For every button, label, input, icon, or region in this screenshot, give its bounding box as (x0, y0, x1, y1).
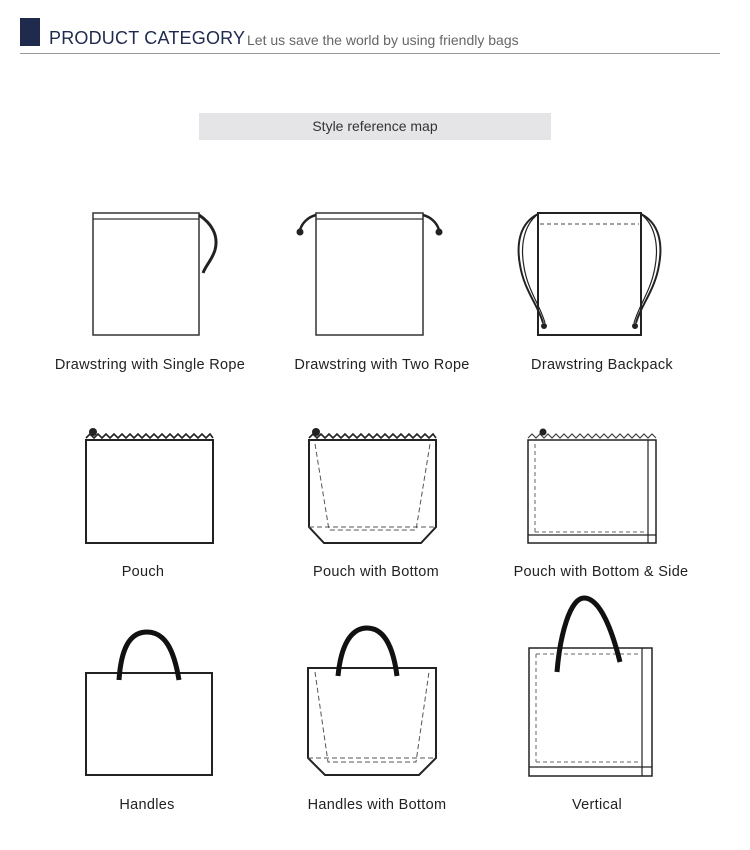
vertical-handle-bag-icon (522, 590, 662, 785)
style-label: Pouch (121, 564, 165, 580)
handle-bag-bottom-icon (301, 620, 446, 780)
style-reference-label: Style reference map (312, 118, 438, 134)
drawstring-two-rope-icon (292, 205, 462, 345)
drawstring-backpack-icon (514, 205, 674, 345)
style-label: Vertical (572, 797, 622, 813)
drawstring-single-rope-icon (85, 205, 225, 345)
zip-pouch-bottom-icon (301, 422, 446, 552)
handle-bag-icon (79, 620, 224, 780)
zip-pouch-icon (78, 422, 223, 552)
style-label: Pouch with Bottom & Side (513, 564, 689, 580)
style-label: Pouch with Bottom (313, 564, 439, 580)
style-label: Drawstring Backpack (531, 357, 673, 373)
page-subtitle: Let us save the world by using friendly bags (247, 32, 519, 48)
page-title: PRODUCT CATEGORY (49, 28, 246, 48)
style-label: Handles with Bottom (307, 797, 447, 813)
zip-pouch-bottom-side-icon (521, 422, 666, 552)
style-label: Handles (119, 797, 175, 813)
style-label: Drawstring with Two Rope (294, 357, 470, 373)
style-label: Drawstring with Single Rope (54, 357, 246, 373)
